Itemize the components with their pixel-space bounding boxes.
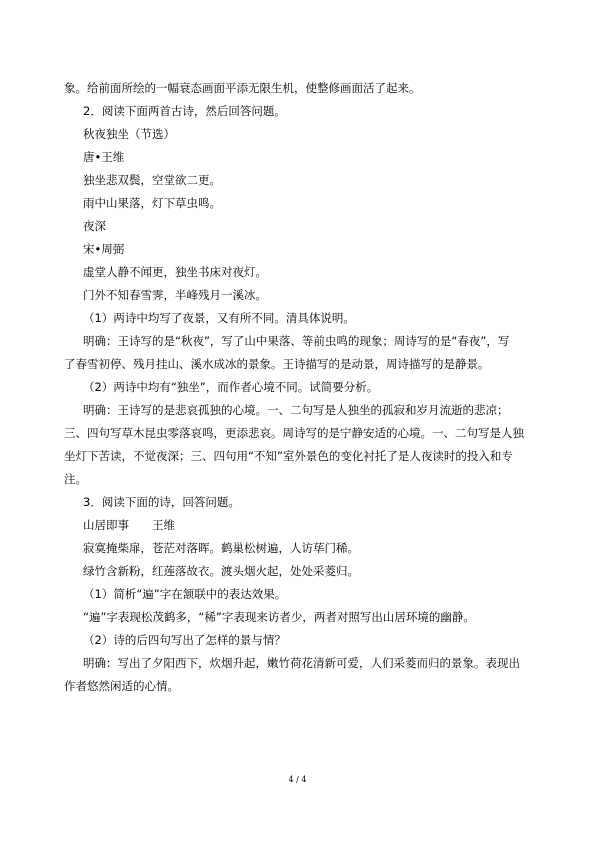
poem-2-title: 夜深: [83, 219, 106, 233]
question-2-part-2: （2）两诗中均有“独坐”，而作者心境不同。试简要分析。: [83, 380, 379, 394]
poem-2-line-2: 门外不知春雪霁，半峰残月一溪冰。: [83, 288, 267, 302]
poem-1-title: 秋夜独坐（节选）: [83, 127, 175, 141]
question-2-part-1: （1）两诗中均写了夜景，又有所不同。清具体说明。: [83, 311, 355, 325]
question-3-heading: 3．阅读下面的诗，回答问题。: [83, 495, 240, 509]
answer-2-1-line-2: 了春雪初停、残月挂山、溪水成冰的景象。王诗描写的是动景，周诗描写的是静景。: [64, 357, 490, 371]
page-number: 4 / 4: [288, 775, 307, 784]
answer-2-2-line-1: 明确：王诗写的是悲哀孤独的心境。一、二句写是人独坐的孤寂和岁月流逝的悲凉；: [83, 403, 509, 417]
poem-1-author: 唐•王维: [83, 150, 125, 164]
question-3-part-1: （1）简析“遍”字在颔联中的表达效果。: [83, 587, 287, 601]
answer-2-2-line-2: 三、四句写草木昆虫零落哀鸣，更添悲哀。周诗写的是宁静安适的心境。一、二句写是人独: [64, 426, 524, 440]
question-2-heading: 2．阅读下面两首古诗，然后回答问题。: [83, 104, 286, 118]
poem-3-title-author: 山居即事 王维: [83, 518, 175, 532]
poem-2-author: 宋•周弼: [83, 242, 125, 256]
answer-2-1-line-1: 明确：王诗写的是“秋夜”，写了山中果落、等前虫鸣的现象；周诗写的是“春夜”，写: [83, 334, 510, 348]
body-line-continuation: 象。给前面所绘的一幅衰态画面平添无限生机，使整修画面活了起来。: [64, 81, 421, 95]
answer-3-1: “遍”字表现松茂鹤多，“稀”字表现来访者少，两者对照写出山居环境的幽静。: [83, 610, 475, 624]
poem-1-line-1: 独坐悲双鬓，空堂欲二更。: [83, 173, 221, 187]
answer-3-2-line-2: 作者悠然闲适的心情。: [64, 679, 179, 693]
poem-3-line-2: 绿竹含新粉，红莲落故衣。渡头烟火起，处处采菱归。: [83, 564, 359, 578]
poem-3-line-1: 寂寞掩柴扉，苍茫对落晖。鹤巢松树遍，人访荜门稀。: [83, 541, 359, 555]
question-3-part-2: （2）诗的后四句写出了怎样的景与情？: [83, 633, 286, 647]
poem-2-line-1: 虚堂人静不闻更，独坐书床对夜灯。: [83, 265, 267, 279]
answer-3-2-line-1: 明确：写出了夕阳西下，炊烟升起，嫩竹荷花清新可爱，人们采菱而归的景象。表现出: [83, 656, 520, 670]
poem-1-line-2: 雨中山果落，灯下草虫鸣。: [83, 196, 221, 210]
answer-2-2-line-4: 注。: [64, 472, 87, 486]
answer-2-2-line-3: 坐灯下苦读，不觉夜深；三、四句用“不知”室外景色的变化衬托了是人夜读时的投入和专: [64, 449, 513, 463]
